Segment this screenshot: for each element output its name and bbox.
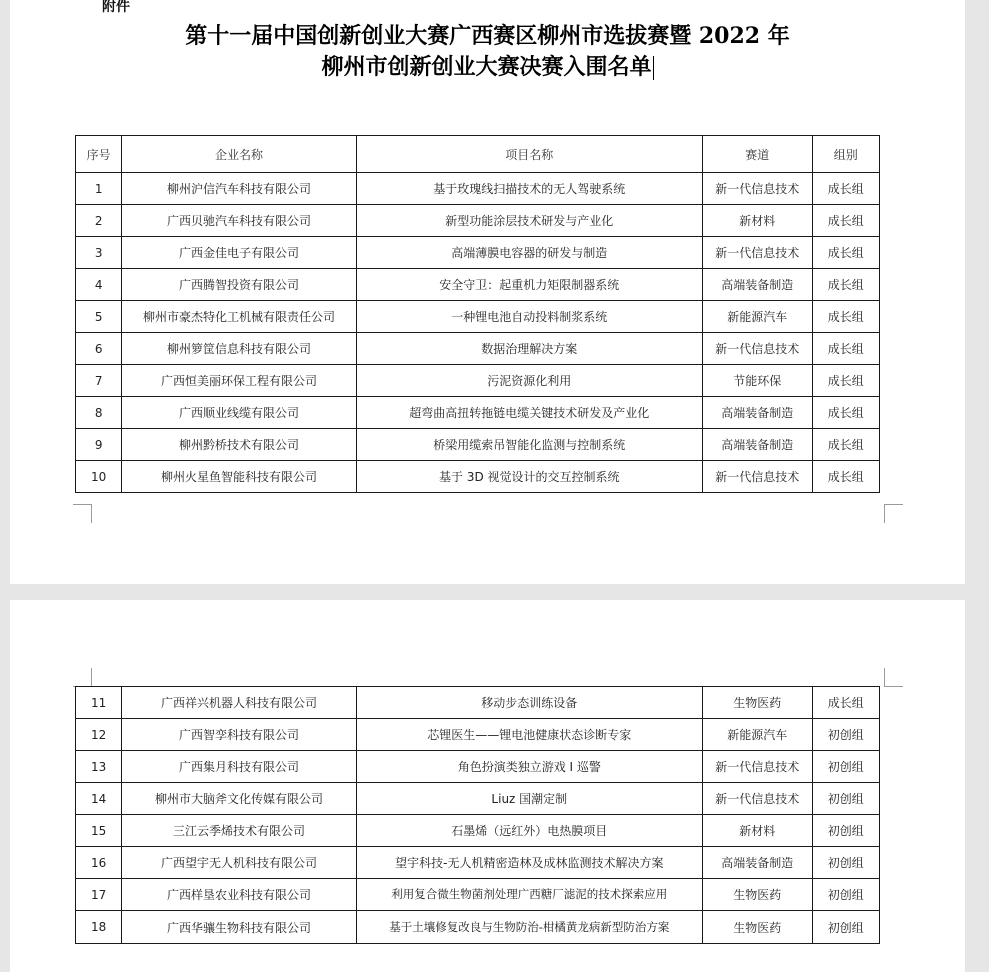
header-track: 赛道 bbox=[702, 136, 812, 173]
cell-track: 生物医药 bbox=[702, 879, 812, 911]
header-company: 企业名称 bbox=[122, 136, 356, 173]
cell-no: 17 bbox=[76, 879, 122, 911]
finalists-table-part-1 bbox=[75, 135, 880, 493]
finalists-table-part-2 bbox=[75, 686, 880, 944]
cell-group: 初创组 bbox=[812, 911, 879, 944]
cell-group: 成长组 bbox=[812, 205, 879, 237]
cell-group: 成长组 bbox=[812, 173, 879, 205]
table-row bbox=[76, 429, 880, 461]
cell-project: 安全守卫：起重机力矩限制器系统 bbox=[356, 269, 702, 301]
cell-project: 利用复合微生物菌剂处理广西糖厂滤泥的技术探索应用 bbox=[356, 879, 702, 911]
cell-project: 基于玫瑰线扫描技术的无人驾驶系统 bbox=[356, 173, 702, 205]
cell-project: 高端薄膜电容器的研发与制造 bbox=[356, 237, 702, 269]
table-row bbox=[76, 879, 880, 911]
margin-corner-bottom-left bbox=[73, 504, 92, 523]
table-row bbox=[76, 397, 880, 429]
cell-group: 初创组 bbox=[812, 879, 879, 911]
table-row bbox=[76, 751, 880, 783]
table-row bbox=[76, 783, 880, 815]
table-row bbox=[76, 333, 880, 365]
cell-group: 初创组 bbox=[812, 847, 879, 879]
cell-group: 成长组 bbox=[812, 461, 879, 493]
table-row bbox=[76, 461, 880, 493]
cell-track: 新一代信息技术 bbox=[702, 237, 812, 269]
table-row bbox=[76, 173, 880, 205]
cell-group: 初创组 bbox=[812, 815, 879, 847]
cell-track: 新一代信息技术 bbox=[702, 783, 812, 815]
cell-company: 广西祥兴机器人科技有限公司 bbox=[122, 687, 356, 719]
cell-no: 13 bbox=[76, 751, 122, 783]
table-row bbox=[76, 687, 880, 719]
table-header-row bbox=[76, 136, 880, 173]
table-row bbox=[76, 269, 880, 301]
cell-group: 初创组 bbox=[812, 719, 879, 751]
cell-company: 柳州箩筐信息科技有限公司 bbox=[122, 333, 356, 365]
cell-project: 桥梁用缆索吊智能化监测与控制系统 bbox=[356, 429, 702, 461]
cell-no: 18 bbox=[76, 911, 122, 944]
cell-company: 广西顺业线缆有限公司 bbox=[122, 397, 356, 429]
cell-company: 柳州黔桥技术有限公司 bbox=[122, 429, 356, 461]
cell-track: 生物医药 bbox=[702, 687, 812, 719]
cell-company: 广西贝驰汽车科技有限公司 bbox=[122, 205, 356, 237]
cell-track: 新一代信息技术 bbox=[702, 173, 812, 205]
cell-track: 高端装备制造 bbox=[702, 847, 812, 879]
cell-no: 9 bbox=[76, 429, 122, 461]
cell-group: 初创组 bbox=[812, 783, 879, 815]
header-project: 项目名称 bbox=[356, 136, 702, 173]
cell-project: Liuz 国潮定制 bbox=[356, 783, 702, 815]
cell-group: 成长组 bbox=[812, 429, 879, 461]
table-row bbox=[76, 301, 880, 333]
cell-no: 2 bbox=[76, 205, 122, 237]
cell-company: 广西望宇无人机科技有限公司 bbox=[122, 847, 356, 879]
cell-project: 角色扮演类独立游戏 I 巡警 bbox=[356, 751, 702, 783]
attachment-label: 附件 bbox=[102, 0, 130, 15]
cell-track: 高端装备制造 bbox=[702, 397, 812, 429]
cell-no: 1 bbox=[76, 173, 122, 205]
text-cursor bbox=[653, 56, 654, 80]
cell-group: 成长组 bbox=[812, 301, 879, 333]
table-row bbox=[76, 719, 880, 751]
cell-project: 基于土壤修复改良与生物防治-柑橘黄龙病新型防治方案 bbox=[356, 911, 702, 944]
cell-no: 5 bbox=[76, 301, 122, 333]
cell-no: 3 bbox=[76, 237, 122, 269]
cell-company: 广西智孪科技有限公司 bbox=[122, 719, 356, 751]
table-row bbox=[76, 911, 880, 944]
cell-company: 广西腾智投资有限公司 bbox=[122, 269, 356, 301]
cell-project: 一种锂电池自动投料制浆系统 bbox=[356, 301, 702, 333]
cell-project: 超弯曲高扭转拖链电缆关键技术研发及产业化 bbox=[356, 397, 702, 429]
cell-group: 成长组 bbox=[812, 397, 879, 429]
cell-project: 数据治理解决方案 bbox=[356, 333, 702, 365]
table-row bbox=[76, 205, 880, 237]
table-row bbox=[76, 365, 880, 397]
cell-no: 4 bbox=[76, 269, 122, 301]
cell-company: 柳州沪信汽车科技有限公司 bbox=[122, 173, 356, 205]
cell-track: 新一代信息技术 bbox=[702, 333, 812, 365]
table-row bbox=[76, 237, 880, 269]
header-group: 组别 bbox=[812, 136, 879, 173]
cell-company: 柳州火星鱼智能科技有限公司 bbox=[122, 461, 356, 493]
cell-no: 15 bbox=[76, 815, 122, 847]
cell-company: 广西样垦农业科技有限公司 bbox=[122, 879, 356, 911]
table-row bbox=[76, 847, 880, 879]
cell-company: 柳州市大脑斧文化传媒有限公司 bbox=[122, 783, 356, 815]
cell-company: 柳州市豪杰特化工机械有限责任公司 bbox=[122, 301, 356, 333]
cell-group: 成长组 bbox=[812, 333, 879, 365]
cell-group: 成长组 bbox=[812, 687, 879, 719]
cell-group: 成长组 bbox=[812, 237, 879, 269]
cell-group: 成长组 bbox=[812, 365, 879, 397]
cell-track: 节能环保 bbox=[702, 365, 812, 397]
cell-track: 新能源汽车 bbox=[702, 301, 812, 333]
cell-track: 新材料 bbox=[702, 815, 812, 847]
cell-project: 移动步态训练设备 bbox=[356, 687, 702, 719]
header-no: 序号 bbox=[76, 136, 122, 173]
cell-project: 污泥资源化利用 bbox=[356, 365, 702, 397]
cell-project: 芯锂医生——锂电池健康状态诊断专家 bbox=[356, 719, 702, 751]
cell-no: 14 bbox=[76, 783, 122, 815]
cell-company: 广西华骧生物科技有限公司 bbox=[122, 911, 356, 944]
cell-project: 石墨烯（远红外）电热膜项目 bbox=[356, 815, 702, 847]
cell-no: 10 bbox=[76, 461, 122, 493]
margin-corner-top-left bbox=[73, 668, 92, 687]
cell-no: 8 bbox=[76, 397, 122, 429]
cell-group: 成长组 bbox=[812, 269, 879, 301]
cell-project: 新型功能涂层技术研发与产业化 bbox=[356, 205, 702, 237]
cell-project: 望宇科技-无人机精密造林及成林监测技术解决方案 bbox=[356, 847, 702, 879]
cell-track: 新一代信息技术 bbox=[702, 461, 812, 493]
cell-company: 三江云季烯技术有限公司 bbox=[122, 815, 356, 847]
table-row bbox=[76, 815, 880, 847]
cell-track: 高端装备制造 bbox=[702, 269, 812, 301]
cell-project: 基于 3D 视觉设计的交互控制系统 bbox=[356, 461, 702, 493]
page-title-line-1: 第十一届中国创新创业大赛广西赛区柳州市选拔赛暨 2022 年 bbox=[185, 23, 790, 49]
cell-no: 7 bbox=[76, 365, 122, 397]
cell-no: 16 bbox=[76, 847, 122, 879]
page-title-line-2[interactable]: 柳州市创新创业大赛决赛入围名单 bbox=[321, 54, 652, 80]
cell-no: 12 bbox=[76, 719, 122, 751]
cell-track: 生物医药 bbox=[702, 911, 812, 944]
cell-track: 新能源汽车 bbox=[702, 719, 812, 751]
cell-company: 广西恒美丽环保工程有限公司 bbox=[122, 365, 356, 397]
cell-group: 初创组 bbox=[812, 751, 879, 783]
margin-corner-top-right bbox=[884, 668, 903, 687]
cell-company: 广西金佳电子有限公司 bbox=[122, 237, 356, 269]
cell-no: 6 bbox=[76, 333, 122, 365]
cell-track: 高端装备制造 bbox=[702, 429, 812, 461]
cell-track: 新一代信息技术 bbox=[702, 751, 812, 783]
cell-company: 广西集月科技有限公司 bbox=[122, 751, 356, 783]
cell-track: 新材料 bbox=[702, 205, 812, 237]
cell-no: 11 bbox=[76, 687, 122, 719]
margin-corner-bottom-right bbox=[884, 504, 903, 523]
